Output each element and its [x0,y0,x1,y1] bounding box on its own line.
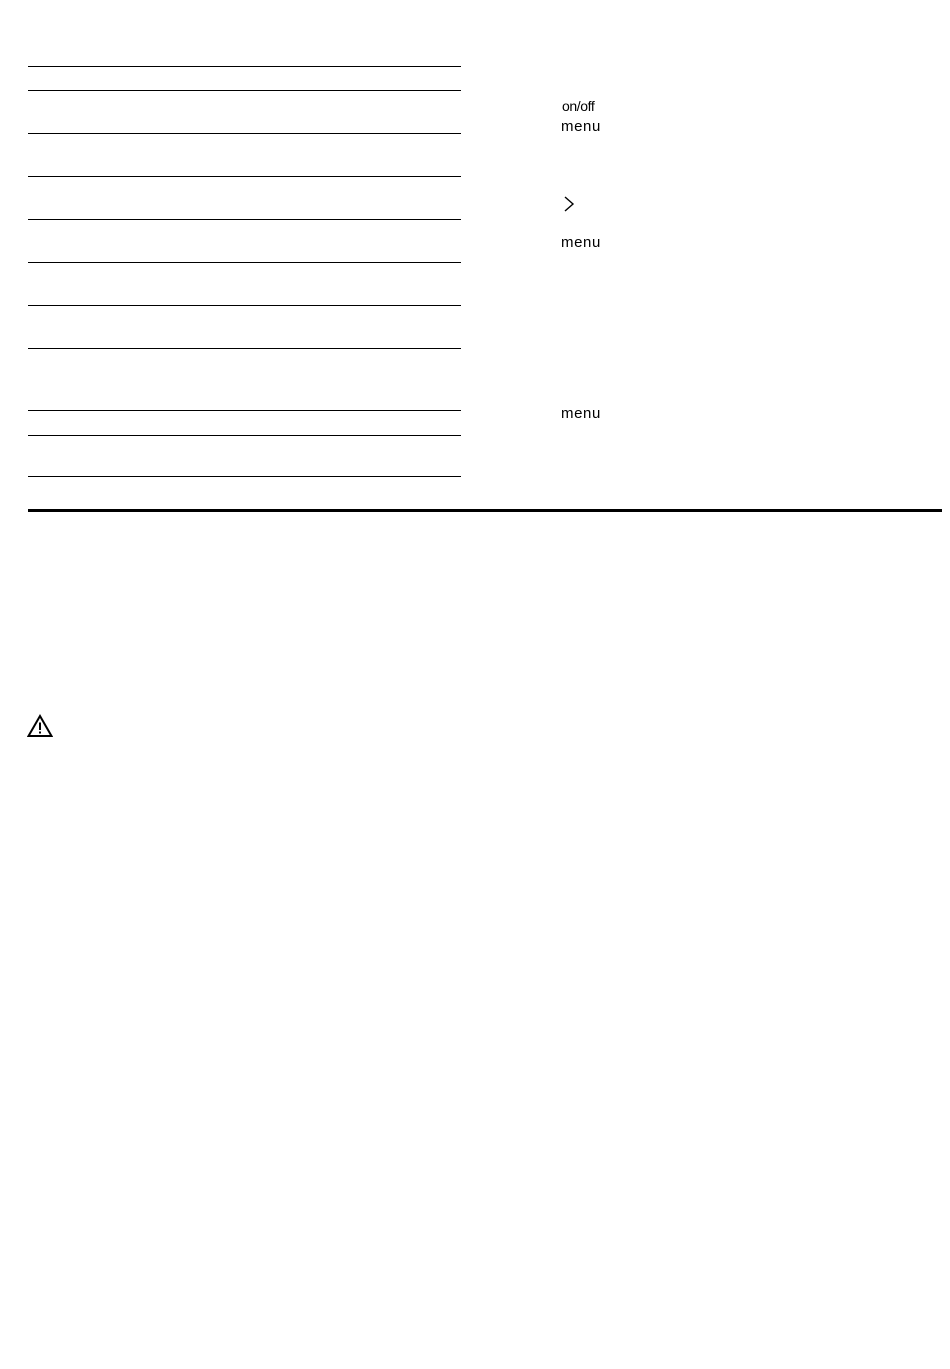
menu-key-label: menu [561,118,601,135]
menu-key-label: menu [561,234,601,251]
settings-table [28,0,461,490]
table-row-divider [28,133,461,134]
table-row-divider [28,66,461,67]
section-divider [28,509,942,512]
table-row-divider [28,410,461,411]
table-row-divider [28,262,461,263]
on-off-key-label: on/off [562,98,595,114]
table-row-divider [28,348,461,349]
chevron-right-icon [562,195,576,213]
table-row-divider [28,219,461,220]
table-row-divider [28,90,461,91]
table-row-divider [28,435,461,436]
table-row-divider [28,305,461,306]
warning-triangle-icon [27,714,53,738]
table-row-divider [28,176,461,177]
menu-key-label: menu [561,405,601,422]
table-row-divider [28,476,461,477]
